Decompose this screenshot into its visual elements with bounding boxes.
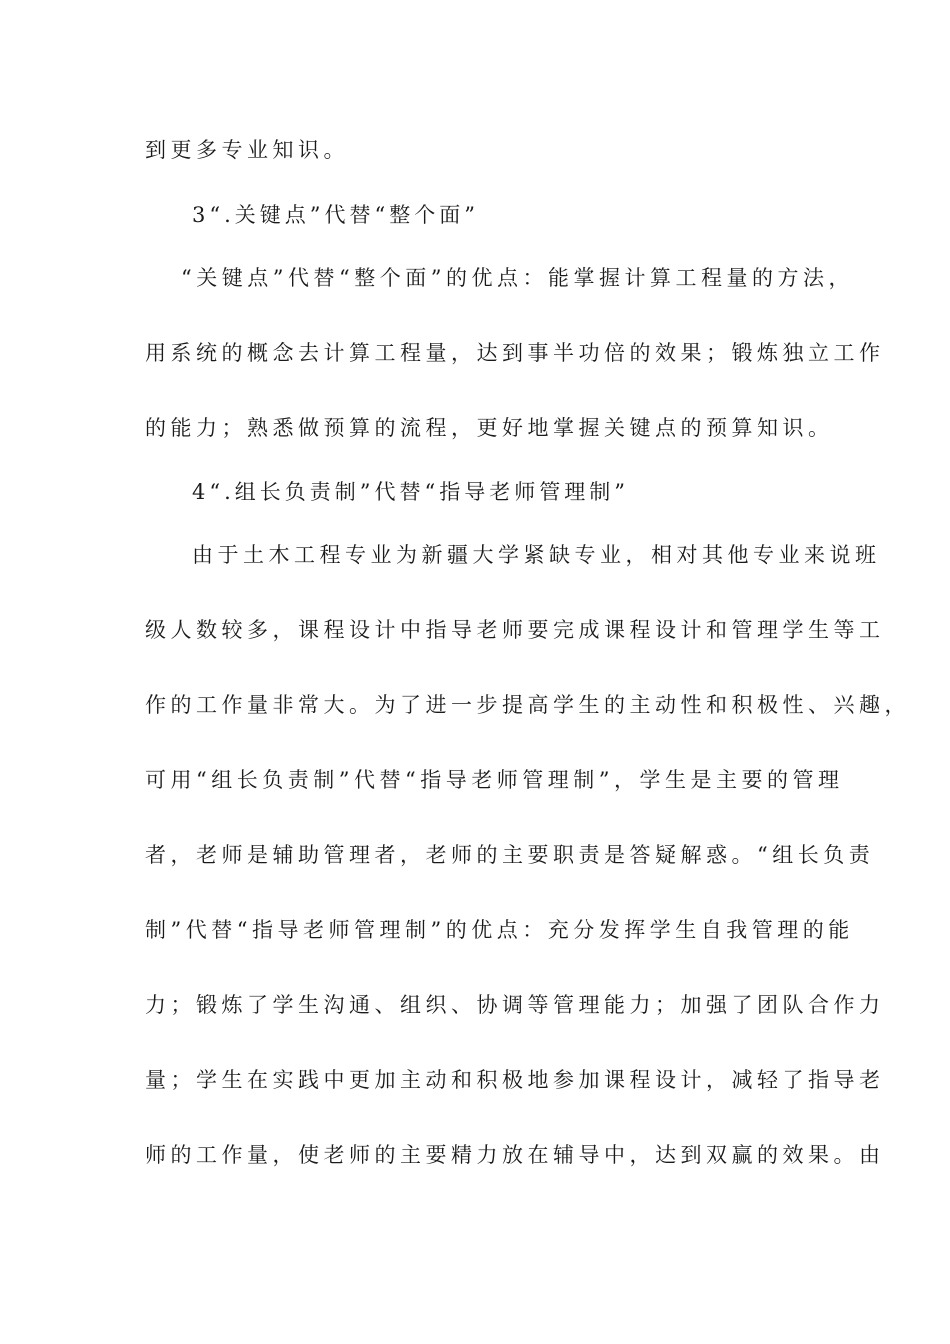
- text-line-1: 到更多专业知识。: [145, 138, 349, 162]
- section-heading-4: 4“.组长负责制”代替“指导老师管理制”: [192, 480, 629, 504]
- text-line-11: 者，老师是辅助管理者，老师的主要职责是答疑解惑。“组长负责: [145, 843, 875, 867]
- text-line-8: 级人数较多，课程设计中指导老师要完成课程设计和管理学生等工: [145, 618, 885, 642]
- section-heading-3: 3“.关键点”代替“整个面”: [192, 203, 479, 227]
- text-line-9: 作的工作量非常大。为了进一步提高学生的主动性和积极性、兴趣，: [145, 693, 910, 717]
- text-line-5: 的能力；熟悉做预算的流程，更好地掌握关键点的预算知识。: [145, 416, 834, 440]
- text-line-4: 用系统的概念去计算工程量，达到事半功倍的效果；锻炼独立工作: [145, 341, 885, 365]
- text-line-14: 量；学生在实践中更加主动和积极地参加课程设计，减轻了指导老: [145, 1068, 885, 1092]
- text-line-10: 可用“组长负责制”代替“指导老师管理制”，学生是主要的管理: [145, 768, 844, 792]
- text-line-7: 由于土木工程专业为新疆大学紧缺专业，相对其他专业来说班: [192, 543, 881, 567]
- text-line-3: “关键点”代替“整个面”的优点：能掌握计算工程量的方法，: [181, 266, 854, 290]
- text-line-13: 力；锻炼了学生沟通、组织、协调等管理能力；加强了团队合作力: [145, 993, 885, 1017]
- text-line-12: 制”代替“指导老师管理制”的优点：充分发挥学生自我管理的能: [145, 918, 854, 942]
- text-line-15: 师的工作量，使老师的主要精力放在辅导中，达到双赢的效果。由: [145, 1143, 885, 1167]
